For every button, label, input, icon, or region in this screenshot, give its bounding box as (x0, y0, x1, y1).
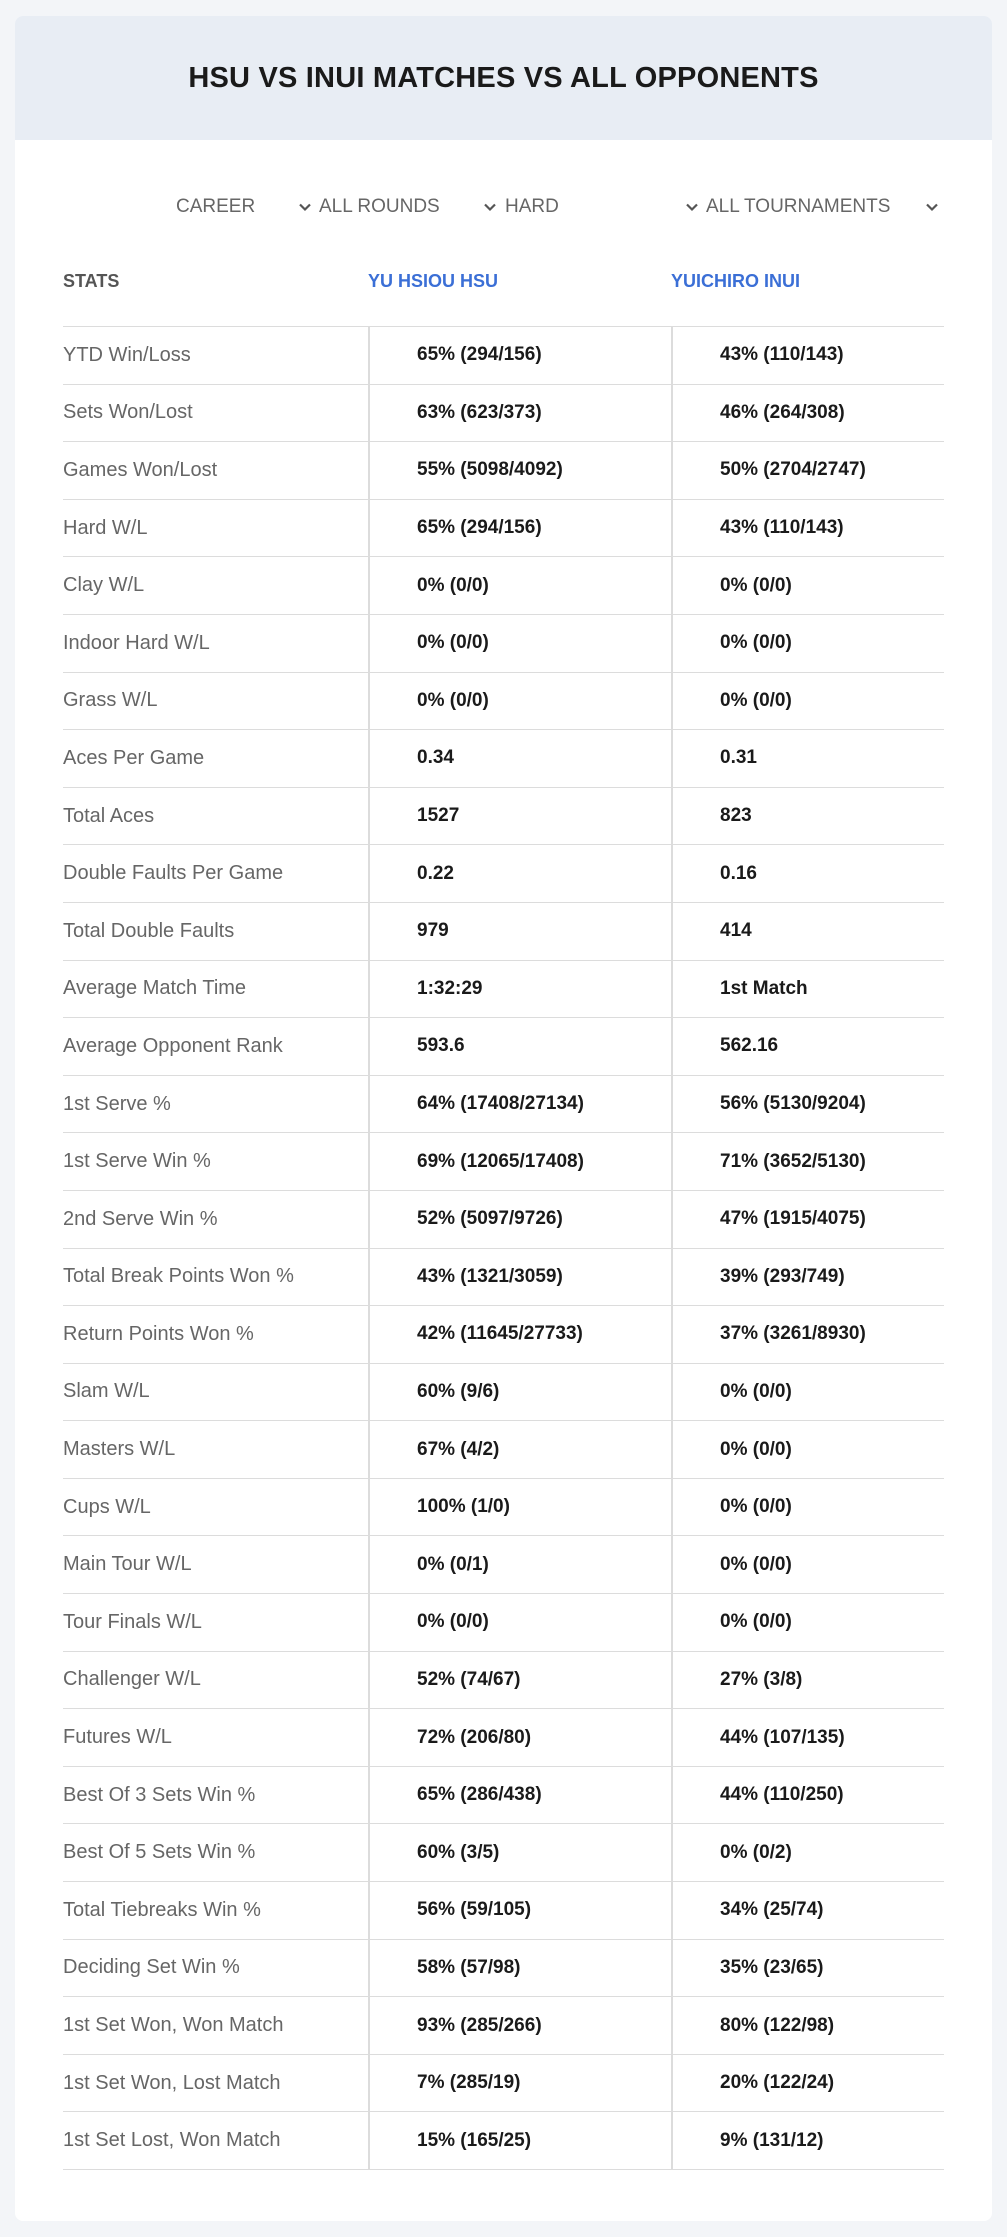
player1-value: 43% (1321/3059) (368, 1249, 671, 1306)
player2-value: 0.31 (671, 730, 944, 787)
player2-value: 43% (110/143) (671, 500, 944, 557)
chevron-down-icon (684, 199, 700, 215)
table-row (63, 1709, 944, 1767)
stat-label: Best Of 5 Sets Win % (63, 1841, 256, 1864)
player2-value: 0% (0/0) (671, 1536, 944, 1593)
player2-value: 34% (25/74) (671, 1882, 944, 1939)
stat-label: 2nd Serve Win % (63, 1207, 218, 1230)
player1-value: 0% (0/0) (368, 557, 671, 614)
player1-value: 60% (9/6) (368, 1364, 671, 1421)
stats-table (63, 251, 944, 2170)
stat-label: Aces Per Game (63, 746, 205, 769)
player2-value: 0% (0/0) (671, 557, 944, 614)
player1-value: 65% (294/156) (368, 500, 671, 557)
stat-label: Slam W/L (63, 1380, 150, 1403)
table-row (63, 385, 944, 443)
table-row (63, 673, 944, 731)
table-row (63, 1479, 944, 1537)
player1-value: 0% (0/0) (368, 615, 671, 672)
stat-label: Average Match Time (63, 977, 247, 1000)
stat-label: Sets Won/Lost (63, 401, 193, 424)
player2-value: 35% (23/65) (671, 1940, 944, 1997)
stats-column-header: STATS (63, 271, 120, 291)
table-row (63, 2055, 944, 2113)
player2-value: 0% (0/0) (671, 1594, 944, 1651)
stat-label: Masters W/L (63, 1438, 176, 1461)
player1-value: 0.22 (368, 845, 671, 902)
player1-value: 100% (1/0) (368, 1479, 671, 1536)
table-row (63, 1133, 944, 1191)
player1-value: 42% (11645/27733) (368, 1306, 671, 1363)
stat-label: YTD Win/Loss (63, 343, 191, 366)
table-row (63, 730, 944, 788)
player1-value: 7% (285/19) (368, 2055, 671, 2112)
player2-value: 562.16 (671, 1018, 944, 1075)
table-row (63, 2112, 944, 2170)
player2-value: 0% (0/0) (671, 615, 944, 672)
stat-label: Main Tour W/L (63, 1553, 192, 1576)
player2-value: 0% (0/0) (671, 673, 944, 730)
table-row (63, 1652, 944, 1710)
stat-label: Challenger W/L (63, 1668, 201, 1691)
table-row (63, 961, 944, 1019)
stat-label: Total Aces (63, 804, 155, 827)
table-row (63, 788, 944, 846)
player2-value: 0.16 (671, 845, 944, 902)
table-row (63, 1191, 944, 1249)
player2-value: 56% (5130/9204) (671, 1076, 944, 1133)
stat-label: 1st Serve Win % (63, 1150, 211, 1173)
player1-value: 69% (12065/17408) (368, 1133, 671, 1190)
stat-label: Deciding Set Win % (63, 1956, 240, 1979)
filter-bar (15, 187, 992, 227)
stat-label: Total Break Points Won % (63, 1265, 294, 1288)
player1-value: 593.6 (368, 1018, 671, 1075)
stat-label: 1st Set Won, Won Match (63, 2014, 284, 2037)
player2-value: 0% (0/2) (671, 1824, 944, 1881)
player1-value: 72% (206/80) (368, 1709, 671, 1766)
player2-value: 50% (2704/2747) (671, 442, 944, 499)
player1-value: 15% (165/25) (368, 2112, 671, 2169)
stat-label: Futures W/L (63, 1726, 172, 1749)
player2-value: 37% (3261/8930) (671, 1306, 944, 1363)
surface-select[interactable] (505, 187, 700, 227)
table-row (63, 327, 944, 385)
stat-label: Games Won/Lost (63, 458, 218, 481)
player2-value: 71% (3652/5130) (671, 1133, 944, 1190)
player1-value: 0% (0/0) (368, 673, 671, 730)
player2-value: 46% (264/308) (671, 385, 944, 442)
stat-label: Indoor Hard W/L (63, 631, 210, 654)
table-row (63, 1364, 944, 1422)
stat-label: 1st Set Won, Lost Match (63, 2071, 281, 2094)
player1-value: 52% (74/67) (368, 1652, 671, 1709)
player1-value: 56% (59/105) (368, 1882, 671, 1939)
table-row (63, 1882, 944, 1940)
stat-label: Total Tiebreaks Win % (63, 1898, 261, 1921)
card-header (15, 16, 992, 140)
table-row (63, 1997, 944, 2055)
player1-value: 55% (5098/4092) (368, 442, 671, 499)
stat-label: Double Faults Per Game (63, 862, 284, 885)
player2-value: 44% (110/250) (671, 1767, 944, 1824)
player2-value: 20% (122/24) (671, 2055, 944, 2112)
table-row (63, 1536, 944, 1594)
table-row (63, 615, 944, 673)
player1-value: 93% (285/266) (368, 1997, 671, 2054)
player2-value: 39% (293/749) (671, 1249, 944, 1306)
table-row (63, 1076, 944, 1134)
player1-value: 0% (0/1) (368, 1536, 671, 1593)
stat-label: Best Of 3 Sets Win % (63, 1783, 256, 1806)
player1-value: 65% (286/438) (368, 1767, 671, 1824)
player1-value: 63% (623/373) (368, 385, 671, 442)
player1-link[interactable]: YU HSIOU HSU (368, 271, 499, 291)
table-row (63, 500, 944, 558)
stat-label: Clay W/L (63, 574, 145, 597)
table-row (63, 845, 944, 903)
player2-value: 47% (1915/4075) (671, 1191, 944, 1248)
player2-value: 27% (3/8) (671, 1652, 944, 1709)
player1-value: 0% (0/0) (368, 1594, 671, 1651)
player1-value: 979 (368, 903, 671, 960)
tournaments-select-value: ALL TOURNAMENTS (706, 196, 891, 217)
player1-value: 1527 (368, 788, 671, 845)
stat-label: Cups W/L (63, 1495, 151, 1518)
stat-label: Return Points Won % (63, 1322, 254, 1345)
table-row (63, 1018, 944, 1076)
table-row (63, 1249, 944, 1307)
player1-value: 52% (5097/9726) (368, 1191, 671, 1248)
rounds-select-value: ALL ROUNDS (319, 196, 440, 217)
stat-label: 1st Serve % (63, 1092, 171, 1115)
stat-label: Average Opponent Rank (63, 1034, 283, 1057)
table-header (63, 251, 944, 327)
chevron-down-icon (297, 199, 313, 215)
chevron-down-icon (924, 199, 940, 215)
player2-value: 44% (107/135) (671, 1709, 944, 1766)
stat-label: Tour Finals W/L (63, 1610, 202, 1633)
player2-value: 0% (0/0) (671, 1421, 944, 1478)
table-row (63, 1421, 944, 1479)
stat-label: Total Double Faults (63, 919, 235, 942)
career-select[interactable] (176, 187, 313, 227)
player2-value: 414 (671, 903, 944, 960)
player1-value: 64% (17408/27134) (368, 1076, 671, 1133)
table-row (63, 1306, 944, 1364)
surface-select-value: HARD (505, 196, 559, 217)
stat-label: 1st Set Lost, Won Match (63, 2129, 281, 2152)
player2-value: 0% (0/0) (671, 1479, 944, 1536)
chevron-down-icon (482, 199, 498, 215)
player1-value: 0.34 (368, 730, 671, 787)
player1-value: 65% (294/156) (368, 327, 671, 384)
stats-card (15, 16, 992, 2221)
rounds-select[interactable] (319, 187, 498, 227)
tournaments-select[interactable] (706, 187, 940, 227)
table-row (63, 1940, 944, 1998)
table-body (63, 327, 944, 2170)
player1-value: 1:32:29 (368, 961, 671, 1018)
player2-value: 43% (110/143) (671, 327, 944, 384)
player2-value: 823 (671, 788, 944, 845)
player2-value: 0% (0/0) (671, 1364, 944, 1421)
player2-link[interactable]: YUICHIRO INUI (671, 271, 801, 291)
player1-value: 67% (4/2) (368, 1421, 671, 1478)
player1-value: 60% (3/5) (368, 1824, 671, 1881)
table-row (63, 1824, 944, 1882)
player2-value: 9% (131/12) (671, 2112, 944, 2169)
table-row (63, 557, 944, 615)
table-row (63, 1767, 944, 1825)
player1-value: 58% (57/98) (368, 1940, 671, 1997)
table-row (63, 903, 944, 961)
player2-value: 1st Match (671, 961, 944, 1018)
stat-label: Hard W/L (63, 516, 148, 539)
career-select-value: CAREER (176, 196, 256, 217)
page-title: HSU VS INUI MATCHES VS ALL OPPONENTS (188, 61, 819, 94)
table-row (63, 442, 944, 500)
table-row (63, 1594, 944, 1652)
player2-value: 80% (122/98) (671, 1997, 944, 2054)
stat-label: Grass W/L (63, 689, 158, 712)
